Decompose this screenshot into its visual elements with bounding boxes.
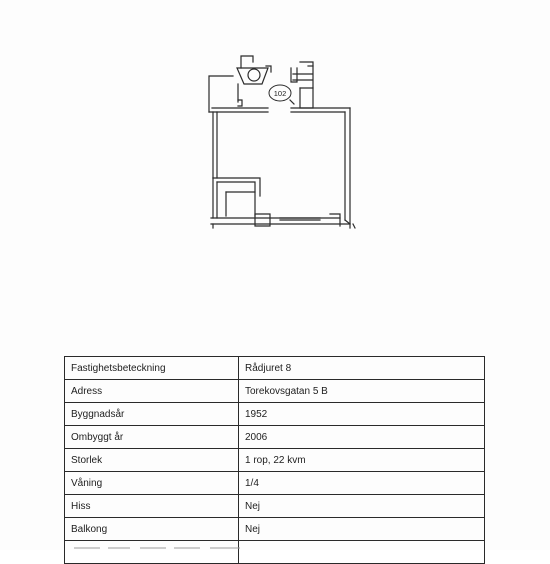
room-number-label: 102	[273, 89, 287, 98]
row-value: Torekovsgatan 5 B	[239, 380, 485, 403]
row-label: Ombyggt år	[65, 426, 239, 449]
table-row	[65, 472, 485, 495]
row-label: Adress	[65, 380, 239, 403]
row-value: Nej	[239, 495, 485, 518]
row-value: 2006	[239, 426, 485, 449]
floor-plan-drawing	[195, 45, 370, 240]
property-info-table	[64, 356, 485, 564]
row-value: 1 rop, 22 kvm	[239, 449, 485, 472]
row-label: Byggnadsår	[65, 403, 239, 426]
row-label: Balkong	[65, 518, 239, 541]
row-value: 1952	[239, 403, 485, 426]
table-row	[65, 380, 485, 403]
row-value: Nej	[239, 518, 485, 541]
row-value: 1/4	[239, 472, 485, 495]
table-row	[65, 403, 485, 426]
row-value: Rådjuret 8	[239, 357, 485, 380]
row-label: Hiss	[65, 495, 239, 518]
scan-residue	[70, 546, 330, 549]
row-label: Storlek	[65, 449, 239, 472]
row-value-empty	[239, 541, 485, 564]
table-row	[65, 357, 485, 380]
table-row	[65, 426, 485, 449]
table-row	[65, 449, 485, 472]
row-label: Våning	[65, 472, 239, 495]
table-row-cut-off	[65, 541, 485, 564]
table-row	[65, 495, 485, 518]
row-label-empty	[65, 541, 239, 564]
row-label: Fastighetsbeteckning	[65, 357, 239, 380]
table-row	[65, 518, 485, 541]
